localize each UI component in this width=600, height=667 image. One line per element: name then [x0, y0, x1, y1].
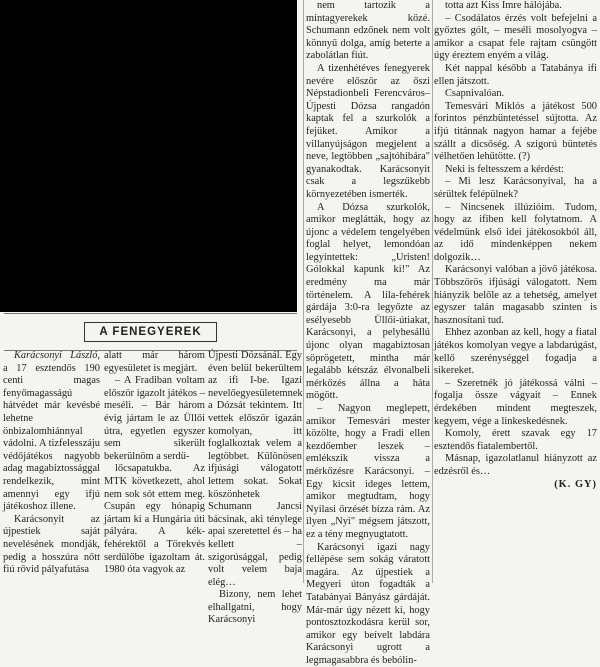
- paragraph: [306, 0, 430, 63]
- paragraph: [434, 0, 597, 13]
- paragraph-continued: [104, 350, 205, 375]
- paragraph: [434, 327, 597, 377]
- paragraph: [434, 264, 597, 327]
- paragraph: [434, 101, 597, 164]
- paragraph: [434, 164, 597, 177]
- paragraph-text: Karácsonyi valóban a jövő játékosa. Többszörös ifjúsági válogatott. Nem hiányzik belőle az a tehetség, amelyet egyszer talán magasabb szinten is hasznosítani tud.: [434, 264, 597, 326]
- paragraph-text: alatt már három egyesületet is megjárt.: [104, 350, 205, 374]
- paragraph: [434, 63, 597, 88]
- paragraph-text: Karácsonyi igazi nagy fellépése sem sokág váratott magára. Az újpestiek a Megyeri úton fogadták a Tatabányai Bányász gárdáját. Már-már úgy nézett ki, hogy pontosztozkodásra kerül sor, amikor egy beívelt labdára Karácsonyi ugrott a legmagasabbra és bebólin-: [306, 541, 430, 666]
- paragraph-text: Temesvári Miklós a játékost 500 forintos pénzbüntetéssel sújtotta. Az ifjú titánnak nagyon hamar a fejébe szállt a dicsőség. A szigorú büntetés vélhetően lehűtötte. (?): [434, 100, 597, 163]
- paragraph: [208, 589, 302, 627]
- column-rule: [303, 0, 304, 583]
- headline: A FENEGYEREK: [84, 322, 216, 342]
- paragraph: [434, 176, 597, 201]
- paragraph: [434, 378, 597, 428]
- paragraph: [3, 514, 100, 577]
- paragraph-text: Karácsonyit az újpestiek saját nevelésének mondják, pedig a hosszúra nőtt fiú rövid pályafutása: [3, 513, 100, 576]
- paragraph: [434, 428, 597, 453]
- paragraph-text: A tizenhétéves fenegyerek nevére először az őszi Népstadionbeli Ferencváros–Újpesti Dózsa rangadón kaptak fel a szurkolók a fejüket. Amikor a villanyújságon megjelent a neve, legtöbben „sajtóhibára" gyanakodtak. Karácsonyit csak a legszűkebb környezetében ismerték.: [306, 62, 430, 200]
- column-rule: [432, 0, 433, 583]
- paragraph-text: lőcsapatukba. Az MTK következett, ahol nem sok sót ettem meg. Csupán egy hónapig jártam ki a Hungária úti pályára. A kék-fehérektől a Törekvés serdülőbe igazoltam át. 1980 óta vagyok az: [104, 463, 205, 576]
- article-column-4: [306, 0, 430, 666]
- paragraph: [434, 13, 597, 63]
- article-column-3: [208, 350, 303, 626]
- paragraph-text: Újpesti Dózsánál. Egy éven belül bekerültem az ifi I-be. Igazi nevelőegyesületemnek a Dózsát tekintem. Itt vettek először igazán komolyan, itt foglalkoztak velem a legtöbbet. Különösen ifjúsági válogatott lettem sokat. Sokat köszönhetek Schumann Jancsi bácsinak, aki ténylege apai szeretettel és – ha kellett – szigorúsággal, pedig volt velem baja elég…: [208, 350, 303, 588]
- paragraph-text: Másnap, igazolatlanul hiányzott az edzésről és…: [434, 453, 597, 477]
- author-signature: (K. GY): [554, 478, 597, 490]
- paragraph-text: Komoly, érett szavak egy 17 esztendős fiatalembertől.: [434, 428, 597, 452]
- lead-name: Karácsonyi László: [14, 350, 98, 361]
- paragraph-text: – A Fradiban voltam először igazolt játékos – meséli. – Bár három évig jártam le az Üllői útra, egyetlen egyszer sem sikerült bekerülnöm a serdü-: [104, 375, 205, 462]
- headline-box: [4, 313, 297, 351]
- paragraph: [104, 375, 205, 463]
- paragraph-text: , a 17 esztendős 190 centi magas fenyőmagasságú hátvédet már kevésbé lehetne önbizalomhiánnyal vádolni. A tizfelesszáju védőjátékos nagyobb adag magabiztossággal rendelkezik, mint amennyi egy ifjú játékoshoz illene.: [3, 350, 100, 513]
- paragraph: [306, 403, 430, 542]
- paragraph-text: Bizony, nem lehet elhallgatni, hogy Karácsonyi: [208, 589, 302, 626]
- paragraph-text: totta azt Kiss Imre hálójába.: [445, 0, 562, 11]
- paragraph-continued: [208, 350, 302, 589]
- paragraph-text: – Mi lesz Karácsonyival, ha a sérültek felépülnek?: [434, 176, 597, 200]
- paragraph-text: – Nagyon meglepett, amikor Temesvári mester közölte, hogy a Fradi ellen kezdőember leszek – emlékszik vissza a mérkőzésre Karácsonyi. – Egy kicsit ideges lettem, amikor megtudtam, hogy Nyilasi őrzését bízza rám. Az ilyen „Nyi" mégsem játszott, ez a tény megnyugtatott.: [306, 403, 430, 540]
- paragraph: [306, 542, 430, 667]
- paragraph: [434, 202, 597, 265]
- paragraph-text: – Szeretnék jó játékossá válni – fogalja össze vágyait – Ennek érdekében mindent megteszek, kegyem, vége a linkeskedésnek.: [434, 377, 597, 427]
- article-column-2: [104, 350, 205, 583]
- paragraph-text: – Nincsenek illúzióim. Tudom, hogy az ifiben kell folytatnom. A védelmünk első idei játékosokból áll, az idő mindenképpen nekem dolgozik…: [434, 201, 597, 263]
- paragraph-text: Két nappal később a Tatabánya ifi ellen játszott.: [434, 62, 597, 87]
- paragraph-text: – Csodálatos érzés volt befejelni a győztes gólt, – meséli mosolyogva – amikor a csapat fele rajtam csüngött úgy éreztem enyém a világ.: [434, 12, 597, 62]
- paragraph: [434, 453, 597, 478]
- paragraph-text: Csapnivalóan.: [445, 88, 505, 100]
- article-column-1: [3, 350, 100, 583]
- paragraph-text: Ehhez azonban az kell, hogy a fiatal játékos komolyan vegye a labdarúgást, kellő szerénységgel fogadja a sikereket.: [434, 327, 597, 377]
- paragraph-text: A Dózsa szurkolók, amikor meglátták, hogy az újonc a védelem tengelyében foglal helyet, lemondóan legyintettek: „Uristen! Gólokkal kapunk ki!" Az eredmény ma már történelem. A lila-fehérek gárdája 3:0-ra legyőzte az esélyesebb Üllői-útiakat, Karácsonyi, a pelyhesállú újonc olyan magabiztosan söprögetett, mintha már legalább kétszáz élvonalbeli mérkőzés állna a háta mögött.: [306, 201, 430, 402]
- paragraph: [104, 463, 205, 576]
- paragraph: [3, 350, 100, 514]
- paragraph-text: nem tartozik a mintagyerekek közé. Schumann edzőnek nem volt könnyű dolga, amíg beterte a zabolátlan fiút.: [306, 0, 430, 62]
- article-column-5: [434, 0, 597, 583]
- paragraph: [306, 202, 430, 404]
- paragraph: [306, 63, 430, 202]
- paragraph-text: Neki is feltesszem a kérdést:: [445, 163, 564, 175]
- paragraph: [434, 88, 597, 101]
- photo-placeholder: [0, 0, 297, 312]
